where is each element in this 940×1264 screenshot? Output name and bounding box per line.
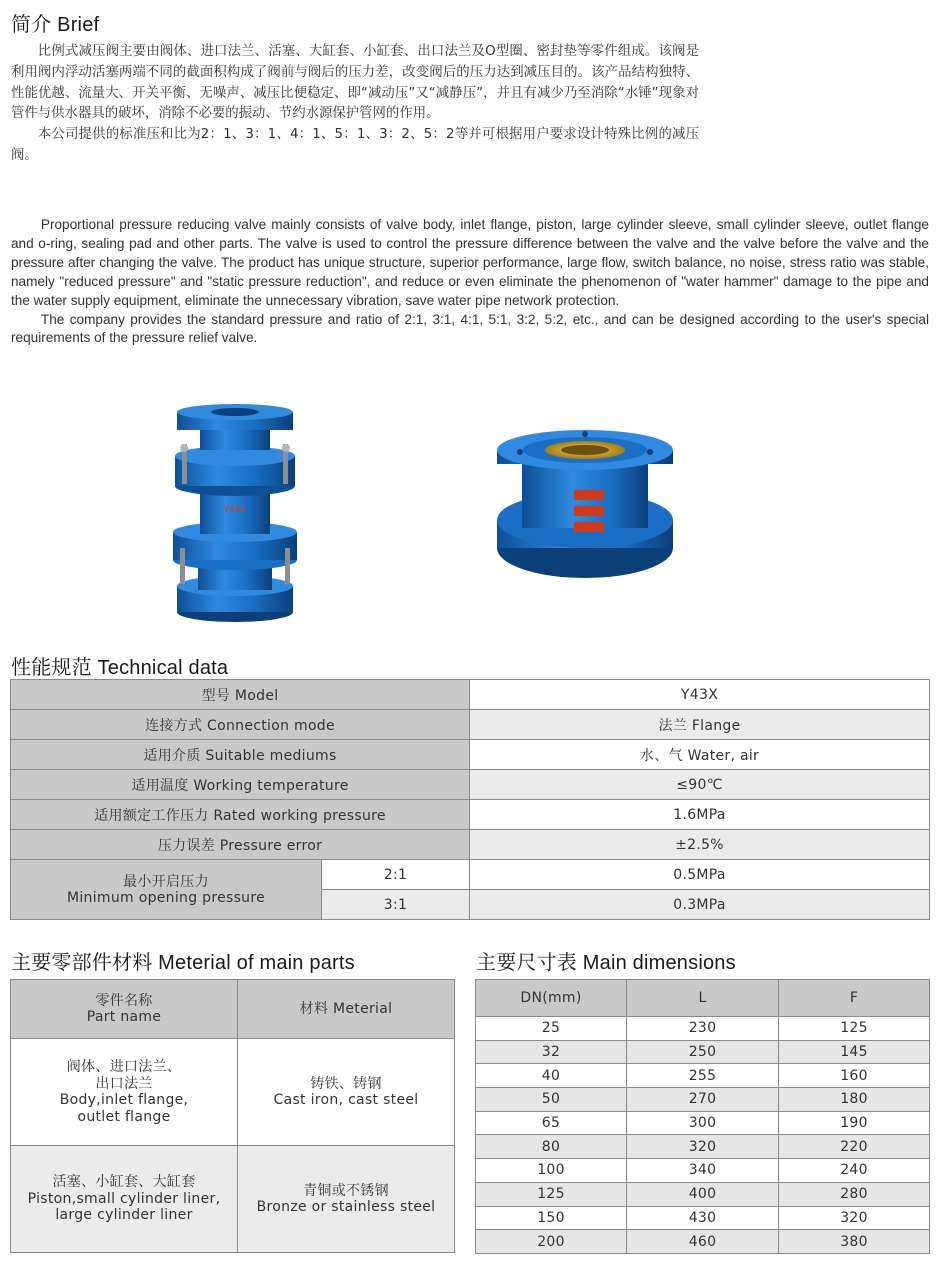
- valve-upright-image: [160, 400, 310, 625]
- dimensions-body: [476, 1017, 930, 1254]
- dim-cell-l: 430: [627, 1206, 779, 1230]
- tech-value-ratio-2-1: 0.5MPa: [470, 860, 930, 890]
- table-row: [11, 1039, 455, 1146]
- part-en-line: Piston,small cylinder liner,: [27, 1190, 221, 1207]
- part-cn-line: 出口法兰: [95, 1075, 153, 1092]
- tech-label-min-opening: [11, 860, 322, 920]
- brief-english-text: [11, 216, 929, 348]
- dim-cell-f: 280: [779, 1182, 930, 1206]
- technical-data-table: [10, 679, 930, 920]
- brief-title: 简介 Brief: [11, 14, 100, 36]
- table-row: [476, 1182, 930, 1206]
- tech-label-connection: 连接方式 Connection mode: [11, 710, 470, 740]
- dim-cell-dn: 80: [476, 1135, 627, 1159]
- dimensions-title: 主要尺寸表 Main dimensions: [476, 952, 736, 974]
- dim-cell-l: 250: [627, 1040, 779, 1064]
- material-cn: 铸铁、铸钢: [310, 1075, 382, 1092]
- dim-cell-dn: 40: [476, 1064, 627, 1088]
- table-row: [11, 680, 930, 710]
- dim-cell-dn: 150: [476, 1206, 627, 1230]
- tech-label-model: 型号 Model: [11, 680, 470, 710]
- table-row: [11, 800, 930, 830]
- part-en-line: outlet flange: [77, 1108, 171, 1125]
- table-row: [11, 770, 930, 800]
- table-row: [11, 860, 930, 890]
- dim-cell-l: 340: [627, 1159, 779, 1183]
- dim-cell-l: 460: [627, 1230, 779, 1254]
- part-en-line: large cylinder liner: [55, 1207, 193, 1224]
- tech-value-ratio-3-1: 0.3MPa: [470, 890, 930, 920]
- material-part-piston: [11, 1146, 238, 1253]
- material-value-body: [238, 1039, 455, 1146]
- tech-label-pressure-error: 压力误差 Pressure error: [11, 830, 470, 860]
- dim-cell-l: 300: [627, 1111, 779, 1135]
- materials-header-material: 材料 Meterial: [238, 980, 455, 1039]
- tech-title: 性能规范 Technical data: [11, 657, 229, 679]
- materials-header-part: [11, 980, 238, 1039]
- dim-cell-l: 270: [627, 1088, 779, 1112]
- table-row: [11, 830, 930, 860]
- part-cn-line: 阀体、进口法兰、: [66, 1059, 182, 1075]
- tech-value-mediums: 水、气 Water, air: [470, 740, 930, 770]
- table-row: [11, 740, 930, 770]
- table-row: [476, 1159, 930, 1183]
- table-row: [476, 1040, 930, 1064]
- dim-cell-dn: 65: [476, 1111, 627, 1135]
- brief-cn-paragraph-2: 本公司提供的标准压和比为2：1、3：1、4：1、5：1、3：2、5：2等并可根据用户要求设计特殊比例的减压阀。: [11, 127, 699, 163]
- dim-header-l: L: [627, 980, 779, 1017]
- table-row: [476, 1206, 930, 1230]
- dim-cell-dn: 32: [476, 1040, 627, 1064]
- table-row: [11, 710, 930, 740]
- svg-text:Y43X: Y43X: [223, 505, 247, 515]
- table-row: [476, 1111, 930, 1135]
- valve-side-image: [490, 430, 680, 580]
- part-cn-line: 活塞、小缸套、大缸套: [52, 1174, 196, 1191]
- table-row: [476, 1017, 930, 1041]
- min-opening-label-cn: 最小开启压力: [123, 873, 209, 890]
- brief-cn-paragraph-1: 比例式减压阀主要由阀体、进口法兰、活塞、大缸套、小缸套、出口法兰及O型圈、密封垫等零件组成。该阀是利用阀内浮动活塞两端不同的截面积构成了阀前与阀后的压力差，改变阀后的压力达到减压目的。该产品结构独特、性能优越、流量大、开关平衡、无噪声、减压比便稳定、即“减动压”又“减静压”，并且有减少乃至消除“水锤”现象对管件与供水器具的破坏，消除不必要的振动、节约水源保护管网的作用。: [11, 44, 699, 122]
- dim-header-f: F: [779, 980, 930, 1017]
- table-row: [11, 1146, 455, 1253]
- dim-cell-f: 190: [779, 1111, 930, 1135]
- dim-cell-l: 400: [627, 1182, 779, 1206]
- table-row: [476, 1135, 930, 1159]
- dim-cell-l: 255: [627, 1064, 779, 1088]
- table-row: [476, 1088, 930, 1112]
- tech-value-rated-pressure: 1.6MPa: [470, 800, 930, 830]
- table-header-row: [476, 980, 930, 1017]
- min-opening-label-en: Minimum opening pressure: [66, 889, 266, 906]
- material-en: Cast iron, cast steel: [273, 1092, 419, 1108]
- dim-cell-f: 180: [779, 1088, 930, 1112]
- dim-cell-dn: 25: [476, 1017, 627, 1041]
- dim-cell-dn: 100: [476, 1159, 627, 1183]
- dim-cell-dn: 200: [476, 1230, 627, 1254]
- material-cn: 青铜或不锈钢: [303, 1182, 389, 1199]
- dim-cell-l: 320: [627, 1135, 779, 1159]
- part-header-en: Part name: [86, 1009, 162, 1025]
- material-part-body: [11, 1039, 238, 1146]
- part-header-cn: 零件名称: [95, 992, 153, 1009]
- brief-en-paragraph-2: The company provides the standard pressure and ratio of 2:1, 3:1, 4:1, 5:1, 3:2, 5:2, etc., and can be designed according to the user's special requirements of the pressure relief valve.: [11, 311, 929, 346]
- tech-value-temperature: ≤90℃: [470, 770, 930, 800]
- dim-cell-f: 145: [779, 1040, 930, 1064]
- brief-chinese-text: [11, 42, 699, 167]
- dim-cell-dn: 125: [476, 1182, 627, 1206]
- tech-ratio-2-1: 2:1: [322, 860, 470, 890]
- dim-cell-dn: 50: [476, 1088, 627, 1112]
- dim-cell-f: 125: [779, 1017, 930, 1041]
- dim-cell-f: 220: [779, 1135, 930, 1159]
- tech-label-mediums: 适用介质 Suitable mediums: [11, 740, 470, 770]
- materials-title: 主要零部件材料 Meterial of main parts: [11, 952, 355, 974]
- tech-value-pressure-error: ±2.5%: [470, 830, 930, 860]
- table-row: [476, 1230, 930, 1254]
- dimensions-table: [475, 979, 930, 1254]
- tech-value-connection: 法兰 Flange: [470, 710, 930, 740]
- tech-value-model: Y43X: [470, 680, 930, 710]
- material-value-piston: [238, 1146, 455, 1253]
- tech-label-rated-pressure: 适用额定工作压力 Rated working pressure: [11, 800, 470, 830]
- material-en: Bronze or stainless steel: [256, 1199, 436, 1215]
- tech-label-temperature: 适用温度 Working temperature: [11, 770, 470, 800]
- table-row: [11, 980, 455, 1039]
- materials-table: [10, 979, 455, 1253]
- dim-cell-f: 380: [779, 1230, 930, 1254]
- dim-cell-f: 320: [779, 1206, 930, 1230]
- brief-en-paragraph-1: Proportional pressure reducing valve mainly consists of valve body, inlet flange, piston, large cylinder sleeve, small cylinder sleeve, outlet flange and o-ring, sealing pad and other parts. The valve is used to control the pressure difference between the valve and the valve before the valve and the pressure after changing the valve. The product has unique structure, superior performance, large flow, switch balance, no noise, stress ratio was stable, namely "reduced pressure" and "static pressure reduction", and reduce or even eliminate the phenomenon of "water hammer" damage to the pipe and the water supply equipment, eliminate the unnecessary vibration, save water pipe network protection.: [11, 217, 929, 308]
- table-row: [476, 1064, 930, 1088]
- tech-ratio-3-1: 3:1: [322, 890, 470, 920]
- part-en-line: Body,inlet flange,: [59, 1092, 189, 1108]
- dim-cell-f: 160: [779, 1064, 930, 1088]
- dim-header-dn: DN(mm): [476, 980, 627, 1017]
- dim-cell-l: 230: [627, 1017, 779, 1041]
- dim-cell-f: 240: [779, 1159, 930, 1183]
